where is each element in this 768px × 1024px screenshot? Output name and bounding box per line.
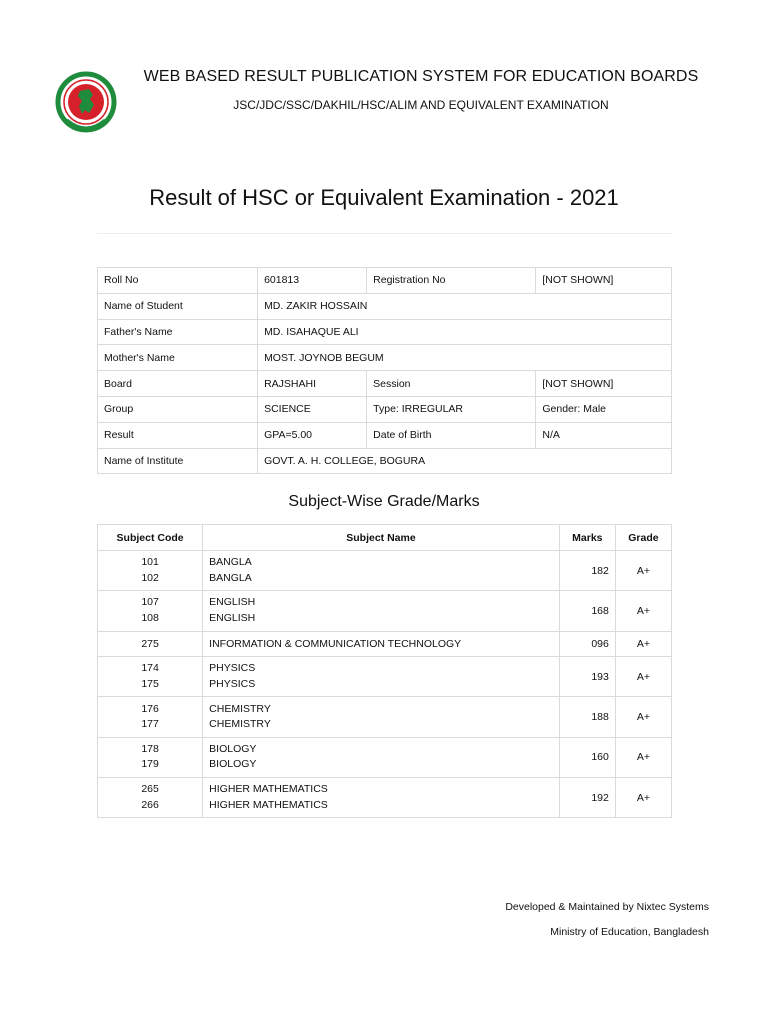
label-roll: Roll No [98, 268, 258, 294]
marks: 188 [559, 697, 615, 737]
label-student-name: Name of Student [98, 293, 258, 319]
subject-name [203, 551, 560, 591]
value-group: SCIENCE [258, 396, 367, 422]
info-row-roll [98, 268, 672, 294]
value-student-name: MD. ZAKIR HOSSAIN [258, 293, 672, 319]
grade: A+ [615, 737, 671, 777]
code-line: 107 [141, 596, 159, 609]
code-line: 176 [141, 702, 159, 715]
info-row-name [98, 293, 672, 319]
marks: 192 [559, 778, 615, 818]
value-type: Type: IRREGULAR [367, 396, 536, 422]
label-institute: Name of Institute [98, 448, 258, 474]
table-row [98, 657, 672, 697]
code-line: 174 [141, 662, 159, 675]
divider [97, 233, 672, 234]
value-dob: N/A [536, 422, 672, 448]
subject-code [98, 591, 203, 631]
label-result: Result [98, 422, 258, 448]
grade: A+ [615, 631, 671, 657]
value-father-name: MD. ISAHAQUE ALI [258, 319, 672, 345]
header-title: WEB BASED RESULT PUBLICATION SYSTEM FOR EDUCATION BOARDS [143, 68, 699, 85]
name-line: ENGLISH [209, 596, 256, 609]
name-line: PHYSICS [209, 662, 256, 675]
grade: A+ [615, 551, 671, 591]
label-mother-name: Mother's Name [98, 345, 258, 371]
label-session: Session [367, 371, 536, 397]
subject-code [98, 778, 203, 818]
name-line: BANGLA [209, 556, 252, 569]
subject-name [203, 657, 560, 697]
grade: A+ [615, 591, 671, 631]
value-board: RAJSHAHI [258, 371, 367, 397]
table-row [98, 551, 672, 591]
subject-name [203, 737, 560, 777]
student-info-table [97, 267, 672, 474]
subject-name [203, 778, 560, 818]
footer-ministry: Ministry of Education, Bangladesh [550, 926, 709, 938]
header-subtitle: JSC/JDC/SSC/DAKHIL/HSC/ALIM AND EQUIVALENT EXAMINATION [233, 98, 609, 112]
name-line: PHYSICS [209, 677, 256, 690]
subject-code [98, 697, 203, 737]
grades-header-row [98, 525, 672, 551]
info-row-board [98, 371, 672, 397]
subject-code [98, 657, 203, 697]
label-registration: Registration No [367, 268, 536, 294]
name-line: BANGLA [209, 571, 252, 584]
marks: 168 [559, 591, 615, 631]
value-mother-name: MOST. JOYNOB BEGUM [258, 345, 672, 371]
code-line: 177 [141, 718, 159, 731]
code-line: 108 [141, 611, 159, 624]
value-gender: Gender: Male [536, 396, 672, 422]
name-line: ENGLISH [209, 611, 256, 624]
name-line: HIGHER MATHEMATICS [209, 783, 328, 796]
footer-developer: Developed & Maintained by Nixtec Systems [505, 901, 709, 913]
marks: 096 [559, 631, 615, 657]
code-line: 265 [141, 783, 159, 796]
code-line: 175 [141, 677, 159, 690]
header-grade: Grade [615, 525, 671, 551]
table-row [98, 631, 672, 657]
government-seal-logo [55, 64, 117, 140]
value-registration: [NOT SHOWN] [536, 268, 672, 294]
info-row-group [98, 396, 672, 422]
table-row [98, 697, 672, 737]
code-line: 179 [141, 758, 159, 771]
header-marks: Marks [559, 525, 615, 551]
subject-code [98, 737, 203, 777]
table-row [98, 591, 672, 631]
value-roll: 601813 [258, 268, 367, 294]
code-line: 101 [141, 556, 159, 569]
info-row-result [98, 422, 672, 448]
info-row-institute [98, 448, 672, 474]
value-session: [NOT SHOWN] [536, 371, 672, 397]
subject-name [203, 697, 560, 737]
value-result: GPA=5.00 [258, 422, 367, 448]
info-row-mother [98, 345, 672, 371]
subject-code [98, 551, 203, 591]
marks: 182 [559, 551, 615, 591]
name-line: BIOLOGY [209, 758, 257, 771]
table-row [98, 778, 672, 818]
grade: A+ [615, 657, 671, 697]
name-line: CHEMISTRY [209, 718, 271, 731]
value-institute: GOVT. A. H. COLLEGE, BOGURA [258, 448, 672, 474]
subject-name [203, 591, 560, 631]
header-subject-name: Subject Name [203, 525, 560, 551]
subject-code: 275 [98, 631, 203, 657]
marks: 193 [559, 657, 615, 697]
info-row-father [98, 319, 672, 345]
table-row [98, 737, 672, 777]
grade: A+ [615, 778, 671, 818]
code-line: 266 [141, 798, 159, 811]
label-group: Group [98, 396, 258, 422]
code-line: 178 [141, 742, 159, 755]
name-line: BIOLOGY [209, 742, 257, 755]
name-line: HIGHER MATHEMATICS [209, 798, 328, 811]
code-line: 102 [141, 571, 159, 584]
label-father-name: Father's Name [98, 319, 258, 345]
page-title: Result of HSC or Equivalent Examination - 2021 [149, 185, 619, 210]
label-dob: Date of Birth [367, 422, 536, 448]
marks: 160 [559, 737, 615, 777]
grade: A+ [615, 697, 671, 737]
grades-heading: Subject-Wise Grade/Marks [288, 493, 480, 510]
subject-name: INFORMATION & COMMUNICATION TECHNOLOGY [203, 631, 560, 657]
label-board: Board [98, 371, 258, 397]
header-subject-code: Subject Code [98, 525, 203, 551]
grades-table [97, 524, 672, 818]
name-line: CHEMISTRY [209, 702, 271, 715]
